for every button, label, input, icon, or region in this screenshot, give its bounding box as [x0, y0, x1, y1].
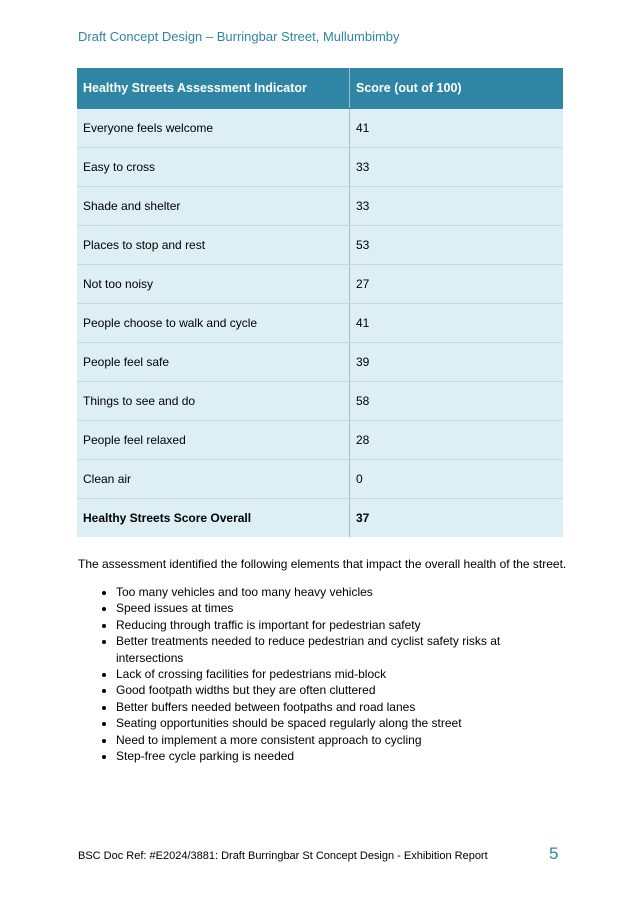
indicator-cell: People choose to walk and cycle [77, 304, 350, 343]
page-number: 5 [549, 844, 559, 863]
table-row [77, 109, 563, 148]
table-body [77, 109, 563, 538]
indicator-cell: Not too noisy [77, 265, 350, 304]
indicator-cell: People feel safe [77, 343, 350, 382]
table-header-row [77, 68, 563, 109]
healthy-streets-table [77, 68, 563, 537]
table-row [77, 460, 563, 499]
list-item: • Reducing through traffic is important for pedestrian safety [116, 617, 556, 633]
table-row [77, 226, 563, 265]
issues-bullet-list [78, 584, 556, 764]
indicator-cell: Easy to cross [77, 148, 350, 187]
indicator-cell: Everyone feels welcome [77, 109, 350, 148]
score-cell: 33 [350, 187, 564, 226]
table-row [77, 304, 563, 343]
indicator-cell: Clean air [77, 460, 350, 499]
score-cell: 33 [350, 148, 564, 187]
score-cell: 39 [350, 343, 564, 382]
score-cell: 41 [350, 304, 564, 343]
overall-score-cell: 37 [350, 499, 564, 538]
list-item: • Good footpath widths but they are often cluttered [116, 682, 556, 698]
table-row [77, 265, 563, 304]
column-header-score: Score (out of 100) [350, 68, 564, 109]
list-item: • Step-free cycle parking is needed [116, 748, 556, 764]
overall-indicator-cell: Healthy Streets Score Overall [77, 499, 350, 538]
table-row [77, 421, 563, 460]
list-item: • Better buffers needed between footpaths and road lanes [116, 699, 556, 715]
indicator-cell: Shade and shelter [77, 187, 350, 226]
indicator-cell: People feel relaxed [77, 421, 350, 460]
score-cell: 58 [350, 382, 564, 421]
indicator-cell: Things to see and do [77, 382, 350, 421]
indicator-cell: Places to stop and rest [77, 226, 350, 265]
table-row [77, 187, 563, 226]
list-item: • Speed issues at times [116, 600, 556, 616]
column-header-indicator: Healthy Streets Assessment Indicator [77, 68, 350, 109]
table-row [77, 148, 563, 187]
footer-doc-ref: BSC Doc Ref: #E2024/3881: Draft Burringbar St Concept Design - Exhibition Report [78, 850, 488, 862]
list-item: • Lack of crossing facilities for pedestrians mid-block [116, 666, 556, 682]
list-item: • Seating opportunities should be spaced regularly along the street [116, 715, 556, 731]
table-row [77, 382, 563, 421]
assessment-intro-text: The assessment identified the following elements that impact the overall health of the street. [78, 557, 567, 571]
score-cell: 27 [350, 265, 564, 304]
list-item: • Need to implement a more consistent approach to cycling [116, 732, 556, 748]
list-item: • Better treatments needed to reduce pedestrian and cyclist safety risks at intersections [116, 633, 556, 666]
score-cell: 28 [350, 421, 564, 460]
score-cell: 53 [350, 226, 564, 265]
list-item: • Too many vehicles and too many heavy vehicles [116, 584, 556, 600]
score-cell: 41 [350, 109, 564, 148]
table-row [77, 343, 563, 382]
document-header-title: Draft Concept Design – Burringbar Street, Mullumbimby [78, 29, 400, 44]
score-cell: 0 [350, 460, 564, 499]
overall-score-row [77, 499, 563, 538]
